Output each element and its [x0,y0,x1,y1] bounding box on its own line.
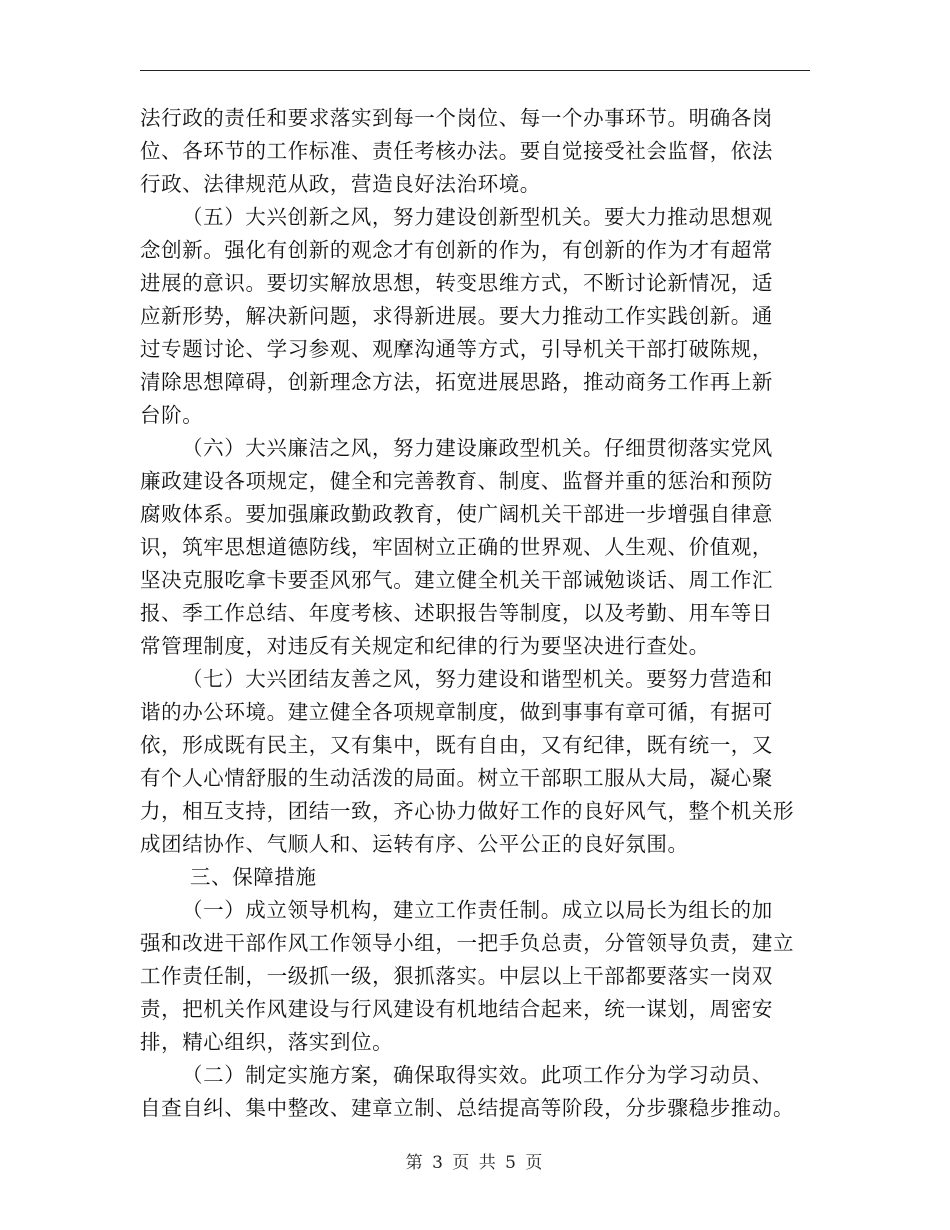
page-number-footer: 第 3 页 共 5 页 [405,1153,545,1173]
paragraph-start-line: （七）大兴团结友善之风，努力建设和谐型机关。要努力营造和 [182,667,773,691]
text-line: 坚决克服吃拿卡要歪风邪气。建立健全机关干部诫勉谈话、周工作汇 [140,568,773,592]
text-line: 依，形成既有民主，又有集中，既有自由，又有纪律，既有统一，又 [140,733,773,757]
text-line: 行政、法律规范从政，营造良好法治环境。 [140,172,541,196]
header-rule [140,70,810,71]
text-line: 位、各环节的工作标准、责任考核办法。要自觉接受社会监督，依法 [140,139,773,163]
text-line: 排，精心组织，落实到位。 [140,1030,394,1054]
text-line: 自查自纠、集中整改、建章立制、总结提高等阶段，分步骤稳步推动。 [140,1096,795,1120]
text-line: 强和改进干部作风工作领导小组，一把手负总责，分管领导负责，建立 [140,931,795,955]
paragraph-start-line: （五）大兴创新之风，努力建设创新型机关。要大力推动思想观 [182,205,773,229]
text-line: 常管理制度，对违反有关规定和纪律的行为要坚决进行查处。 [140,634,710,658]
text-line: 报、季工作总结、年度考核、述职报告等制度，以及考勤、用车等日 [140,601,773,625]
text-line: 腐败体系。要加强廉政勤政教育，使广阔机关干部进一步增强自律意 [140,502,773,526]
text-line: 有个人心情舒服的生动活泼的局面。树立干部职工服从大局，凝心聚 [140,766,773,790]
text-line: 过专题讨论、学习参观、观摩沟通等方式，引导机关干部打破陈规， [140,337,773,361]
text-line: 念创新。强化有创新的观念才有创新的作为，有创新的作为才有超常 [140,238,773,262]
text-line: 廉政建设各项规定，健全和完善教育、制度、监督并重的惩治和预防 [140,469,773,493]
text-line: 责，把机关作风建设与行风建设有机地结合起来，统一谋划，周密安 [140,997,773,1021]
text-line: 应新形势，解决新问题，求得新进展。要大力推动工作实践创新。通 [140,304,773,328]
text-line: 法行政的责任和要求落实到每一个岗位、每一个办事环节。明确各岗 [140,106,773,130]
text-line: 力，相互支持，团结一致，齐心协力做好工作的良好风气，整个机关形 [140,799,795,823]
text-line: 识，筑牢思想道德防线，牢固树立正确的世界观、人生观、价值观， [140,535,773,559]
text-line: 工作责任制，一级抓一级，狠抓落实。中层以上干部都要落实一岗双 [140,964,773,988]
text-line: 谐的办公环境。建立健全各项规章制度，做到事事有章可循，有据可 [140,700,773,724]
section-heading: 三、保障措施 [190,865,317,889]
text-line: 进展的意识。要切实解放思想，转变思维方式，不断讨论新情况，适 [140,271,773,295]
paragraph-start-line: （二）制定实施方案，确保取得实效。此项工作分为学习动员、 [182,1063,773,1087]
text-line: 台阶。 [140,403,204,427]
body-text [140,102,810,1125]
text-line: 成团结协作、气顺人和、运转有序、公平公正的良好氛围。 [140,832,689,856]
paragraph-start-line: （六）大兴廉洁之风，努力建设廉政型机关。仔细贯彻落实党风 [182,436,773,460]
text-line: 清除思想障碍，创新理念方法，拓宽进展思路，推动商务工作再上新 [140,370,773,394]
paragraph-start-line: （一）成立领导机构，建立工作责任制。成立以局长为组长的加 [182,898,773,922]
